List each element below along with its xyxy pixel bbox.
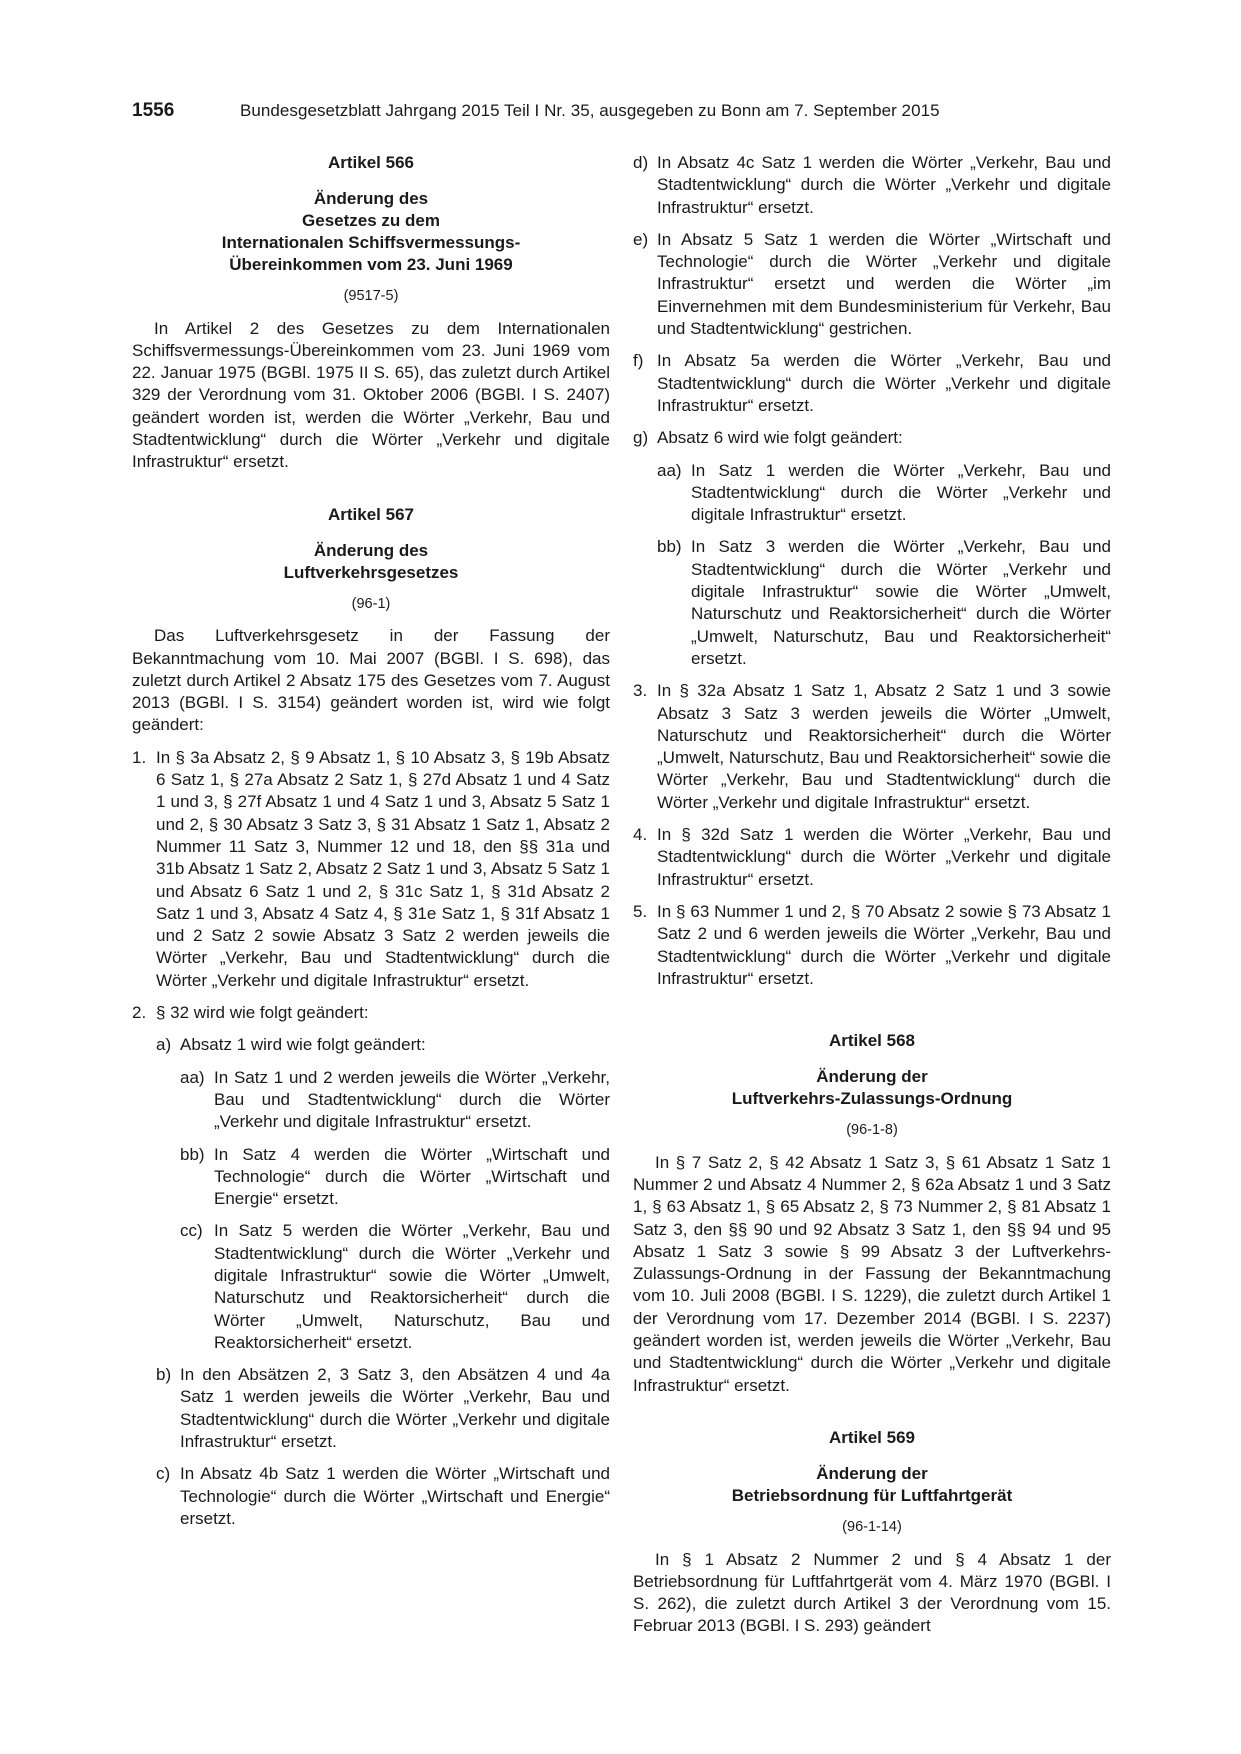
item-text: In Satz 3 werden die Wörter „Verkehr, Bau und Stadtentwicklung“ durch die Wörter „Verkehr und digitale Infrastruktur“ sowie die Wörter „Umwelt, Naturschutz und Reaktorsicherheit“ durch die Wörter „Umwelt, Naturschutz, Bau und Reaktorsicherheit“ ersetzt. [691, 537, 1111, 668]
list-item-3 [633, 680, 1111, 814]
article-body: In Artikel 2 des Gesetzes zu dem Internationalen Schiffsvermessungs-Übereinkommen vom 23. Juni 1969 vom 22. Januar 1975 (BGBl. 1975 II S. 65), das zuletzt durch Artikel 329 der Verordnung vom 31. Oktober 2006 (BGBl. I S. 2407) geändert worden ist, werden die Wörter „Verkehr, Bau und Stadtentwicklung“ durch die Wörter „Verkehr und digitale Infrastruktur“ ersetzt. [132, 318, 610, 472]
heading-line: Änderung der [816, 1067, 928, 1087]
list-item-2g [633, 427, 1111, 449]
heading-line: Änderung des [313, 189, 429, 209]
list-item-2a [156, 1034, 610, 1056]
item-text: § 32 wird wie folgt geändert: [156, 1003, 369, 1023]
page-header [132, 100, 1122, 130]
item-text: In Absatz 4b Satz 1 werden die Wörter „Wirtschaft und Technologie“ durch die Wörter „Wirtschaft und Energie“ ersetzt. [180, 1464, 610, 1528]
item-text: In § 32a Absatz 1 Satz 1, Absatz 2 Satz 1 und 3 sowie Absatz 3 Satz 3 werden jeweils die Wörter „Umwelt, Naturschutz und Reaktorsicherheit“ durch die Wörter „Umwelt, Naturschutz, Bau und Reaktorsicherheit“ sowie die Wörter „Verkehr, Bau und Stadtentwicklung“ durch die Wörter „Verkehr und digitale Infrastruktur“ ersetzt. [657, 681, 1111, 812]
item-marker: aa) [180, 1067, 205, 1087]
item-text: In Satz 1 und 2 werden jeweils die Wörter „Verkehr, Bau und Stadtentwicklung“ durch die Wörter „Verkehr und digitale Infrastruktur“ ersetzt. [214, 1067, 610, 1132]
article-heading [633, 1066, 1111, 1110]
item-marker: bb) [657, 537, 682, 557]
item-marker: d) [633, 153, 649, 172]
item-text: In Absatz 4c Satz 1 werden die Wörter „Verkehr, Bau und Stadtentwicklung“ durch die Wörter „Verkehr und digitale Infrastruktur“ ersetzt. [657, 153, 1111, 217]
item-marker: 1. [132, 747, 147, 767]
heading-line: Änderung der [816, 1464, 928, 1484]
item-marker: b) [156, 1365, 172, 1385]
left-column [132, 152, 610, 1540]
item-marker: cc) [180, 1221, 203, 1241]
item-text: In Absatz 5 Satz 1 werden die Wörter „Wirtschaft und Technologie“ durch die Wörter „Verkehr und digitale Infrastruktur“ ersetzt und werden die Wörter „im Einvernehmen mit dem Bundesministerium für Verkehr, Bau und Stadtentwicklung“ gestrichen. [657, 229, 1111, 339]
article-569 [633, 1427, 1111, 1638]
list-item-2a-aa [180, 1067, 610, 1134]
article-heading [633, 1463, 1111, 1507]
list-item-2d [633, 152, 1111, 219]
heading-line: Luftverkehrsgesetzes [283, 562, 459, 582]
item-text: In Satz 5 werden die Wörter „Verkehr, Bau und Stadtentwicklung“ durch die Wörter „Verkehr und digitale Infrastruktur“ sowie die Wörter „Umwelt, Naturschutz und Reaktorsicherheit“ durch die Wörter „Umwelt, Naturschutz, Bau und Reaktorsicherheit“ ersetzt. [214, 1221, 610, 1352]
article-567 [132, 504, 610, 1531]
list-item-2a-bb [180, 1144, 610, 1211]
list-item-1 [132, 747, 610, 992]
article-title: Artikel 569 [829, 1427, 915, 1447]
running-title: Bundesgesetzblatt Jahrgang 2015 Teil I Nr. 35, ausgegeben zu Bonn am 7. September 2015 [240, 101, 940, 120]
item-text: In Absatz 5a werden die Wörter „Verkehr, Bau und Stadtentwicklung“ durch die Wörter „Verkehr und digitale Infrastruktur“ ersetzt. [657, 351, 1111, 415]
item-marker: bb) [180, 1144, 205, 1164]
list-item-5 [633, 901, 1111, 990]
fna-number: (96-1) [351, 595, 391, 612]
item-marker: 3. [633, 681, 648, 701]
heading-line: Betriebsordnung für Luftfahrtgerät [731, 1486, 1013, 1506]
heading-line: Gesetzes zu dem [302, 211, 440, 231]
item-marker: aa) [657, 460, 682, 480]
fna-number: (96-1-8) [846, 1122, 898, 1139]
list-item-2b [156, 1364, 610, 1453]
article-body: Das Luftverkehrsgesetz in der Fassung der Bekanntmachung vom 10. Mai 2007 (BGBl. I S. 698), das zuletzt durch Artikel 2 Absatz 175 des Gesetzes vom 7. August 2013 (BGBl. I S. 3154) geändert worden ist, wird wie folgt geändert: [132, 626, 610, 735]
right-column [633, 152, 1111, 1638]
item-marker: a) [156, 1035, 172, 1055]
item-text: In § 63 Nummer 1 und 2, § 70 Absatz 2 sowie § 73 Absatz 1 Satz 2 und 6 werden jeweils die Wörter „Verkehr, Bau und Stadtentwicklung“ durch die Wörter „Verkehr und digitale Infrastruktur“ ersetzt. [657, 901, 1111, 988]
list-item-2 [132, 1002, 610, 1024]
item-marker: e) [633, 229, 649, 249]
item-text: In § 32d Satz 1 werden die Wörter „Verkehr, Bau und Stadtentwicklung“ durch die Wörter „Verkehr und digitale Infrastruktur“ ersetzt. [657, 825, 1111, 889]
item-marker: f) [633, 351, 644, 371]
item-marker: g) [633, 428, 649, 448]
list-item-2g-bb [657, 536, 1111, 670]
article-title: Artikel 567 [328, 504, 414, 524]
article-body: In § 7 Satz 2, § 42 Absatz 1 Satz 3, § 61 Absatz 1 Satz 1 Nummer 2 und Absatz 4 Nummer 2, § 62a Absatz 1 und 3 Satz 1, § 63 Absatz 1, § 65 Absatz 2, § 73 Nummer 2, § 81 Absatz 1 Satz 3, den §§ 90 und 92 Absatz 3 Satz 1, den §§ 94 und 95 Absatz 1 Satz 3 sowie § 99 Absatz 3 der Luftverkehrs-Zulassungs-Ordnung in der Fassung der Bekanntmachung vom 10. Juli 2008 (BGBl. I S. 1229), die zuletzt durch Artikel 1 der Verordnung vom 17. Dezember 2014 (BGBl. I S. 2237) geändert worden ist, werden jeweils die Wörter „Verkehr, Bau und Stadtentwicklung“ durch die Wörter „Verkehr und digitale Infrastruktur“ ersetzt. [633, 1152, 1111, 1395]
list-item-2a-cc [180, 1220, 610, 1354]
heading-line: Internationalen Schiffsvermessungs- [221, 233, 521, 253]
heading-line: Luftverkehrs-Zulassungs-Ordnung [731, 1089, 1013, 1109]
article-title: Artikel 568 [829, 1031, 915, 1051]
heading-line: Übereinkommen vom 23. Juni 1969 [229, 255, 513, 275]
article-title: Artikel 566 [328, 153, 414, 172]
list-item-2c [156, 1463, 610, 1530]
item-marker: 2. [132, 1003, 147, 1023]
article-body: In § 1 Absatz 2 Nummer 2 und § 4 Absatz 1 der Betriebsordnung für Luftfahrtgerät vom 4. März 1970 (BGBl. I S. 262), die zuletzt durch Artikel 3 der Verordnung vom 15. Februar 2013 (BGBl. I S. 293) geändert [633, 1549, 1111, 1636]
page-number: 1556 [132, 100, 175, 121]
heading-line: Änderung des [313, 540, 429, 560]
article-568 [633, 1030, 1111, 1397]
item-text: In den Absätzen 2, 3 Satz 3, den Absätzen 4 und 4a Satz 1 werden jeweils die Wörter „Verkehr, Bau und Stadtentwicklung“ durch die Wörter „Verkehr und digitale Infrastruktur“ ersetzt. [180, 1365, 610, 1452]
list-item-2g-aa [657, 460, 1111, 527]
list-item-2f [633, 350, 1111, 417]
item-text: In Satz 4 werden die Wörter „Wirtschaft und Technologie“ durch die Wörter „Wirtschaft und Energie“ ersetzt. [214, 1144, 610, 1209]
item-marker: c) [156, 1464, 171, 1484]
item-marker: 5. [633, 901, 648, 921]
item-text: In § 3a Absatz 2, § 9 Absatz 1, § 10 Absatz 3, § 19b Absatz 6 Satz 1, § 27a Absatz 2 Satz 1, § 27d Absatz 1 und 4 Satz 1 und 3, § 27f Absatz 1 und 4 Satz 1 und 3, Absatz 5 Satz 1 und 2, § 30 Absatz 3 Satz 3, § 31 Absatz 1 Satz 1, Absatz 2 Nummer 11 Satz 3, Nummer 12 und 18, den §§ 31a und 31b Absatz 1 Satz 2, Absatz 2 Satz 1 und 3, Absatz 5 Satz 1 und Absatz 6 Satz 1 und 2, § 31c Satz 1, § 31d Absatz 2 Satz 1 und 3, Absatz 4 Satz 4, § 31e Satz 1, § 31f Absatz 1 und 2 Satz 2 sowie Absatz 3 Satz 2 werden jeweils die Wörter „Verkehr, Bau und Stadtentwicklung“ durch die Wörter „Verkehr und digitale Infrastruktur“ ersetzt. [156, 747, 610, 990]
list-item-4 [633, 824, 1111, 891]
article-heading [132, 540, 610, 584]
fna-number: (96-1-14) [842, 1519, 902, 1536]
list-item-2e [633, 229, 1111, 340]
article-heading [132, 188, 610, 276]
item-marker: 4. [633, 825, 648, 845]
item-text: Absatz 6 wird wie folgt geändert: [657, 428, 903, 448]
fna-number: (9517-5) [343, 288, 399, 305]
item-text: In Satz 1 werden die Wörter „Verkehr, Bau und Stadtentwicklung“ durch die Wörter „Verkehr und digitale Infrastruktur“ ersetzt. [691, 460, 1111, 525]
item-text: Absatz 1 wird wie folgt geändert: [180, 1035, 426, 1055]
article-566 [132, 152, 610, 474]
